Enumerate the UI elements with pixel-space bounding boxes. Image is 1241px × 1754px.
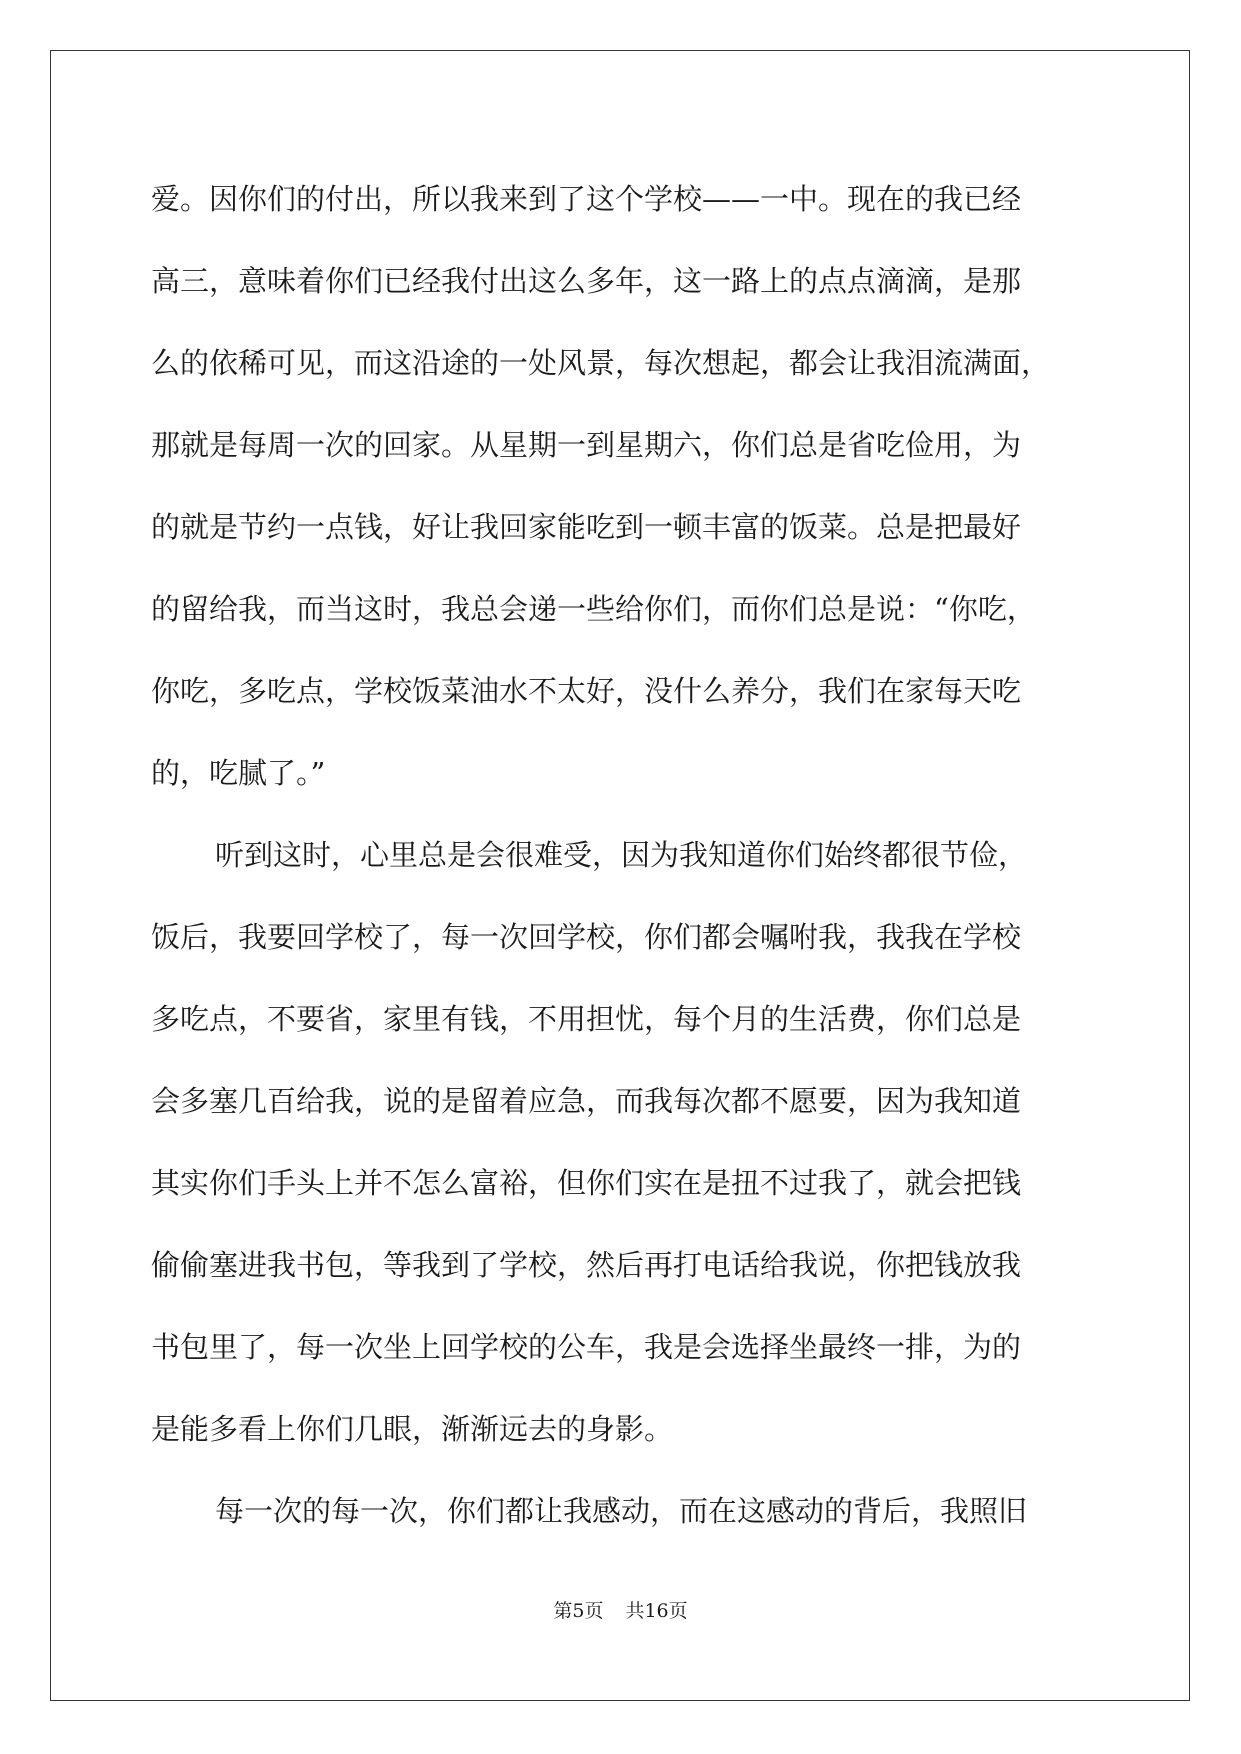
- document-body: [151, 158, 1091, 1552]
- text-line: 么的依稀可见，而这沿途的一处风景，每次想起，都会让我泪流满面，: [151, 346, 1051, 380]
- text-line: 是能多看上你们几眼，渐渐远去的身影。: [151, 1412, 674, 1446]
- text-line: 饭后，我要回学校了，每一次回学校，你们都会嘱咐我，我我在学校: [151, 920, 1022, 954]
- text-line: 爱。因你们的付出，所以我来到了这个学校——一中。现在的我已经: [151, 182, 1022, 216]
- text-line: 的留给我，而当这时，我总会递一些给你们，而你们总是说：“你吃，: [151, 592, 1036, 626]
- text-line: 那就是每周一次的回家。从星期一到星期六，你们总是省吃俭用，为: [151, 428, 1022, 462]
- text-line: 你吃，多吃点，学校饭菜油水不太好，没什么养分，我们在家每天吃: [151, 674, 1022, 708]
- paragraph-first-line: 听到这时，心里总是会很难受，因为我知道你们始终都很节俭，: [215, 838, 1028, 872]
- text-line: 的，吃腻了。”: [151, 756, 326, 790]
- text-line: 的就是节约一点钱，好让我回家能吃到一顿丰富的饭菜。总是把最好: [151, 510, 1022, 544]
- text-line: 书包里了，每一次坐上回学校的公车，我是会选择坐最终一排，为的: [151, 1330, 1022, 1364]
- page-footer: [0, 1596, 1241, 1623]
- text-line: 偷偷塞进我书包，等我到了学校，然后再打电话给我说，你把钱放我: [151, 1248, 1022, 1282]
- page-number: 第5页: [553, 1600, 604, 1622]
- text-line: 其实你们手头上并不怎么富裕，但你们实在是扭不过我了，就会把钱: [151, 1166, 1022, 1200]
- text-line: 会多塞几百给我，说的是留着应急，而我每次都不愿要，因为我知道: [151, 1084, 1022, 1118]
- text-line: 多吃点，不要省，家里有钱，不用担忧，每个月的生活费，你们总是: [151, 1002, 1022, 1036]
- text-line: 高三，意味着你们已经我付出这么多年，这一路上的点点滴滴，是那: [151, 264, 1022, 298]
- page-total: 共16页: [625, 1600, 688, 1622]
- paragraph-first-line: 每一次的每一次，你们都让我感动，而在这感动的背后，我照旧: [215, 1494, 1028, 1528]
